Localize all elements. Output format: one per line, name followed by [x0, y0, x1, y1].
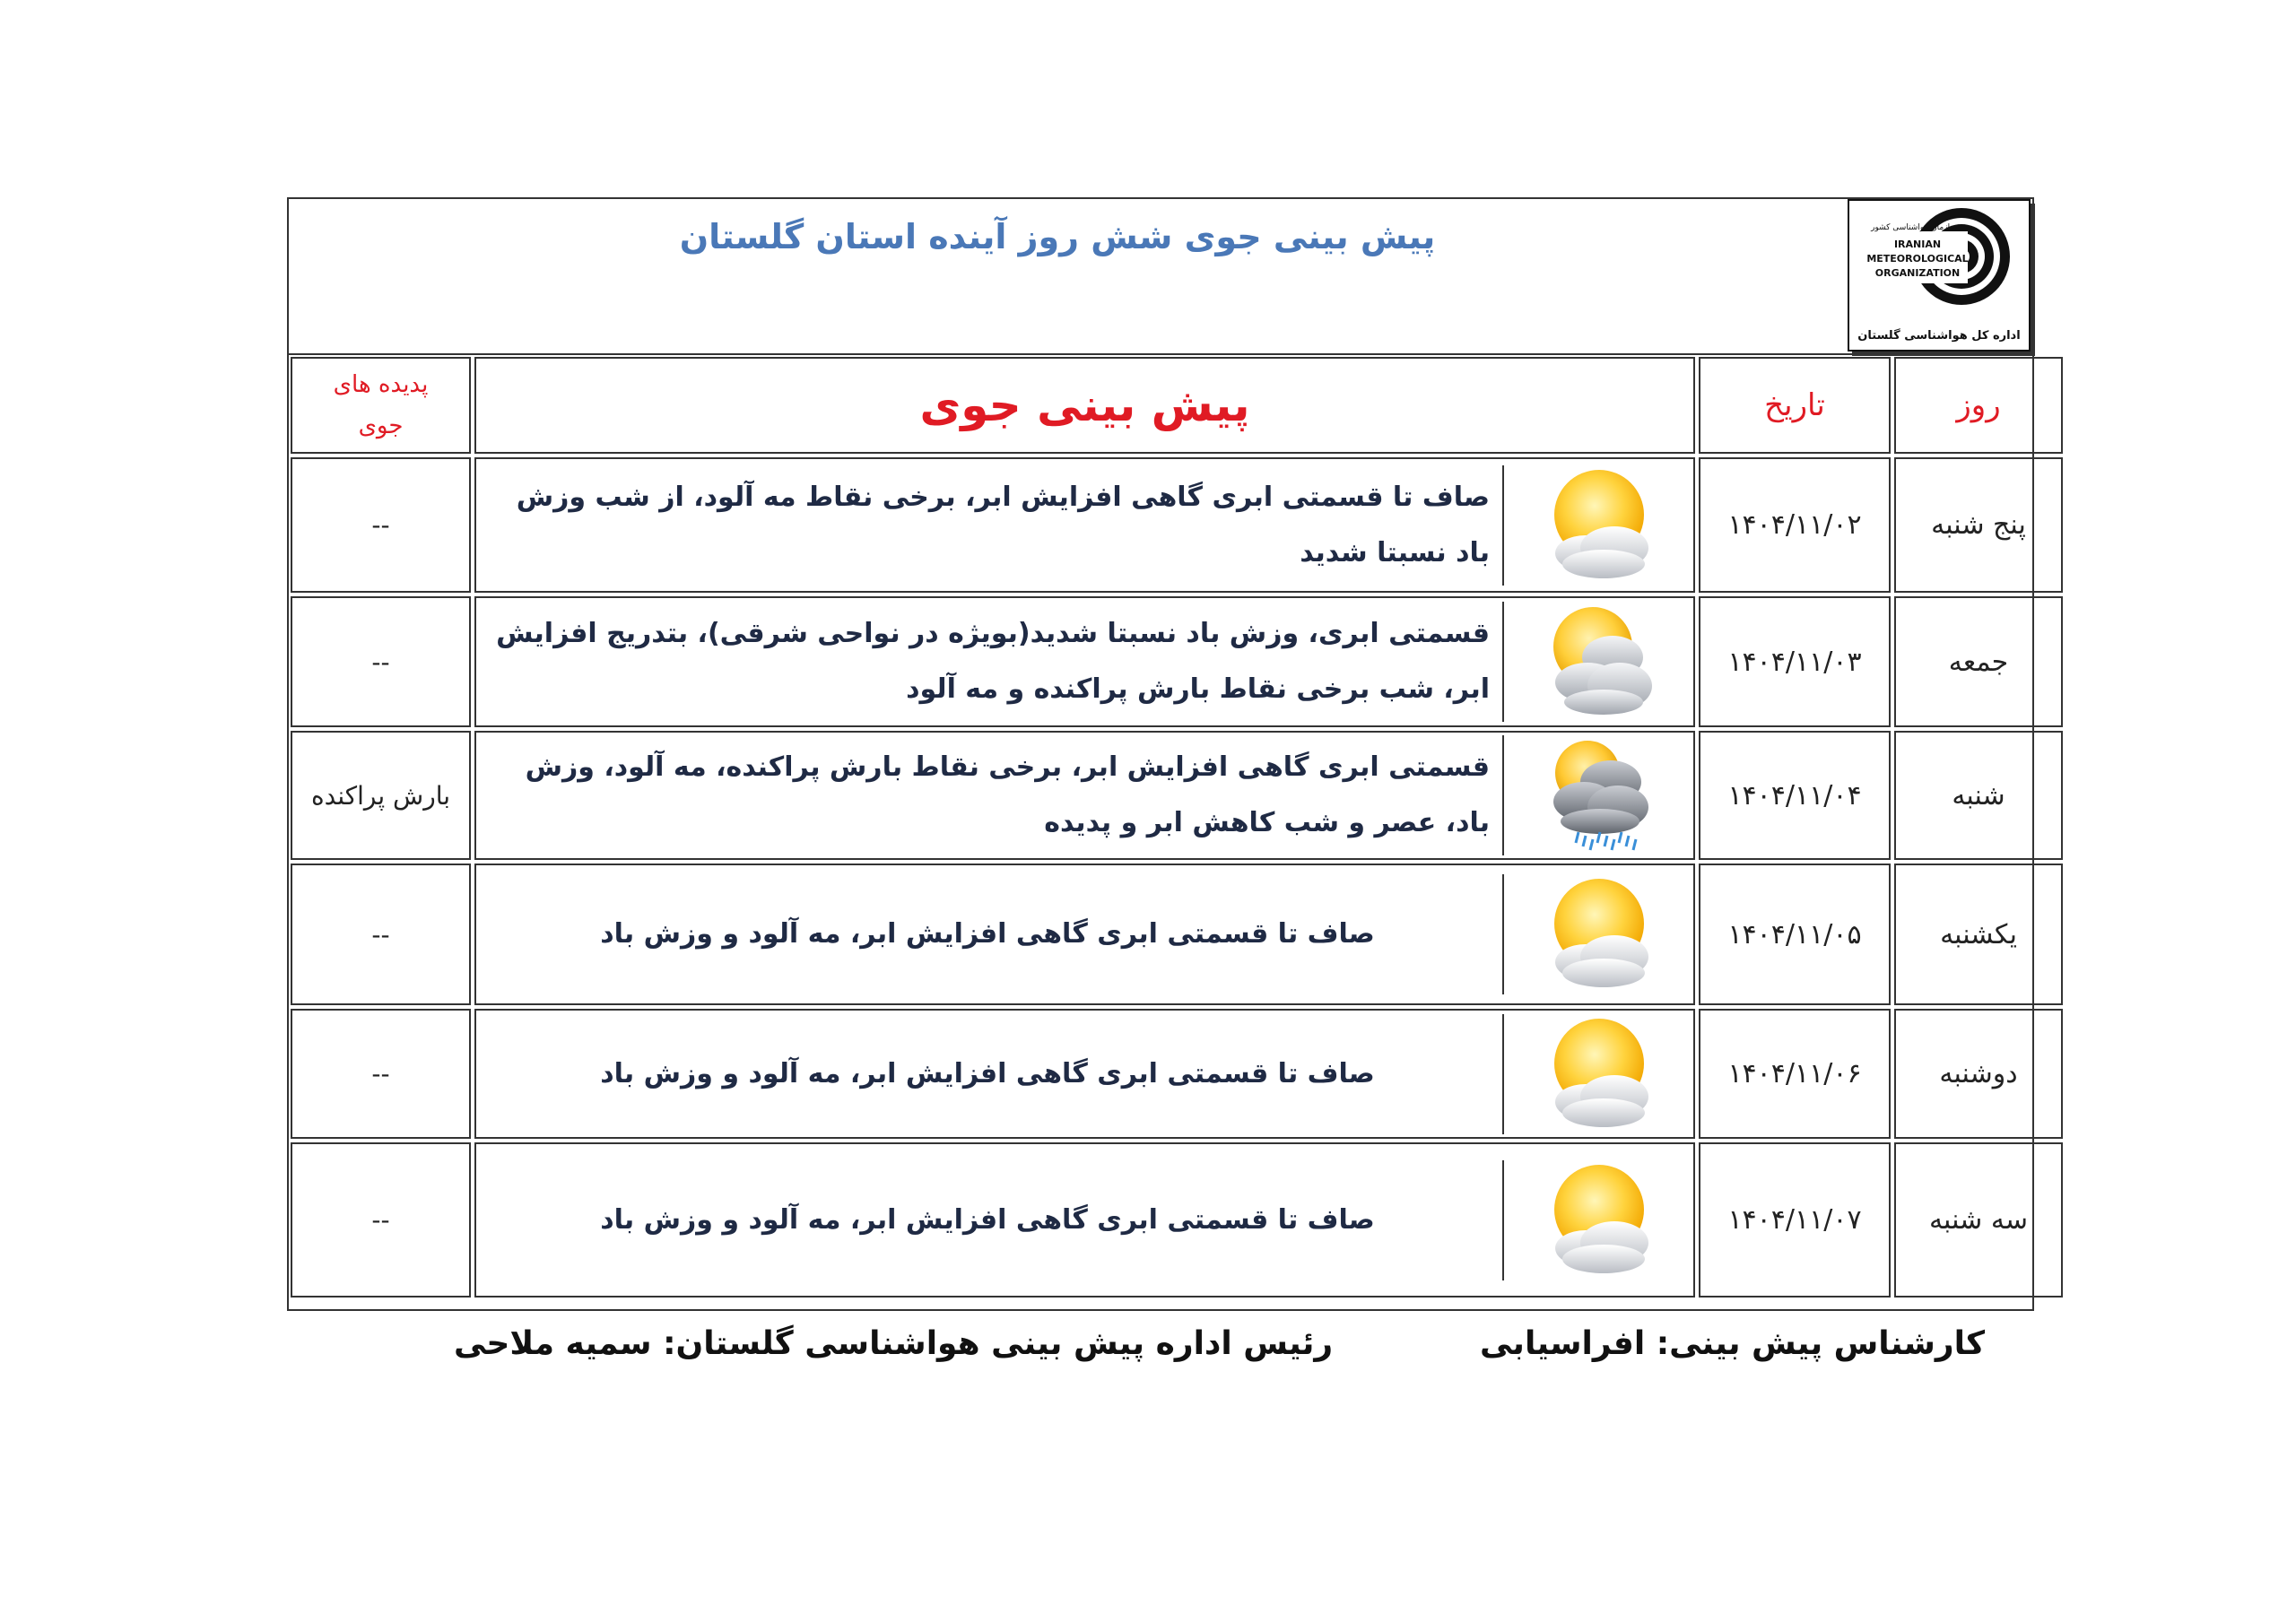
logo-text-iranian: IRANIAN: [1893, 239, 1942, 250]
footer-forecaster: کارشناس پیش بینی: افراسیابی: [1480, 1325, 1986, 1362]
date-cell: ۱۴۰۴/۱۱/۰۳: [1699, 596, 1891, 727]
phenomena-cell: --: [291, 1142, 471, 1298]
phenomena-cell: --: [291, 864, 471, 1005]
header-phenomena-line2: جوی: [358, 412, 404, 439]
forecast-cell: [474, 596, 1695, 727]
forecast-text: صاف تا قسمتی ابری گاهی افزایش ابر، برخی نقاط مه آلود، از شب وزش باد نسبتا شدید: [516, 481, 1490, 568]
forecast-cell: [474, 731, 1695, 860]
forecast-text: صاف تا قسمتی ابری گاهی افزایش ابر، مه آلود و وزش باد: [600, 918, 1375, 950]
header-date: تاریخ: [1699, 357, 1891, 454]
date-cell: ۱۴۰۴/۱۱/۰۷: [1699, 1142, 1891, 1298]
forecast-row: [291, 596, 2063, 727]
forecast-text: قسمتی ابری، وزش باد نسبتا شدید(بویژه در نواحی شرقی)، بتدریج افزایش ابر، شب برخی نقاط بارش پراکنده و مه آلود: [496, 618, 1490, 705]
partly-cloudy-sun-icon: [1503, 1160, 1693, 1280]
day-cell: یکشنبه: [1894, 864, 2063, 1005]
header-row: [291, 357, 2063, 454]
header-phenomena-line1: پدیده های: [333, 371, 429, 398]
forecast-sheet: [287, 197, 2034, 1311]
logo-text-organization: ORGANIZATION: [1874, 267, 1961, 279]
forecast-row: [291, 1009, 2063, 1139]
phenomena-cell: --: [291, 596, 471, 727]
date-cell: ۱۴۰۴/۱۱/۰۲: [1699, 457, 1891, 593]
logo-top-text: سازمان هواشناسی کشور: [1871, 223, 1957, 232]
day-cell: دوشنبه: [1894, 1009, 2063, 1139]
date-cell: ۱۴۰۴/۱۱/۰۶: [1699, 1009, 1891, 1139]
header-forecast: پیش بینی جوی: [474, 357, 1695, 454]
organization-logo: [1848, 199, 2031, 352]
forecast-cell: [474, 864, 1695, 1005]
phenomena-cell: بارش پراکنده: [291, 731, 471, 860]
sun-cloud-rain-icon: [1503, 735, 1693, 855]
forecast-text: صاف تا قسمتی ابری گاهی افزایش ابر، مه آلود و وزش باد: [600, 1057, 1375, 1089]
day-cell: پنج شنبه: [1894, 457, 2063, 593]
page-title: پیش بینی جوی شش روز آینده استان گلستان: [679, 217, 1436, 256]
day-cell: سه شنبه: [1894, 1142, 2063, 1298]
logo-caption: اداره کل هواشناسی گلستان: [1857, 329, 2021, 343]
date-cell: ۱۴۰۴/۱۱/۰۴: [1699, 731, 1891, 860]
partly-cloudy-sun-icon: [1503, 874, 1693, 994]
forecast-row: [291, 1142, 2063, 1298]
logo-emblem-icon: [1849, 201, 2029, 326]
forecast-text: قسمتی ابری گاهی افزایش ابر، برخی نقاط بارش پراکنده، مه آلود، وزش باد، عصر و شب کاهش ابر و پدیده: [525, 751, 1490, 838]
partly-cloudy-sun-icon: [1503, 1014, 1693, 1134]
forecast-cell: [474, 457, 1695, 593]
forecast-text: صاف تا قسمتی ابری گاهی افزایش ابر، مه آلود و وزش باد: [600, 1203, 1375, 1236]
header-phenomena: [291, 357, 471, 454]
logo-text-meteorological: METEOROLOGICAL: [1866, 253, 1969, 265]
forecast-table: [287, 353, 2066, 1301]
forecast-row: [291, 864, 2063, 1005]
date-cell: ۱۴۰۴/۱۱/۰۵: [1699, 864, 1891, 1005]
forecast-cell: [474, 1142, 1695, 1298]
forecast-row: [291, 457, 2063, 593]
day-cell: شنبه: [1894, 731, 2063, 860]
day-cell: جمعه: [1894, 596, 2063, 727]
phenomena-cell: --: [291, 457, 471, 593]
footer-head-of-office: رئیس اداره پیش بینی هواشناسی گلستان: سمیه ملاحی: [454, 1325, 1334, 1362]
forecast-row: [291, 731, 2063, 860]
header-day: روز: [1894, 357, 2063, 454]
mostly-cloudy-sun-icon: [1503, 602, 1693, 722]
partly-cloudy-sun-icon: [1503, 465, 1693, 586]
title-bar: [287, 197, 2034, 355]
forecast-cell: [474, 1009, 1695, 1139]
phenomena-cell: --: [291, 1009, 471, 1139]
